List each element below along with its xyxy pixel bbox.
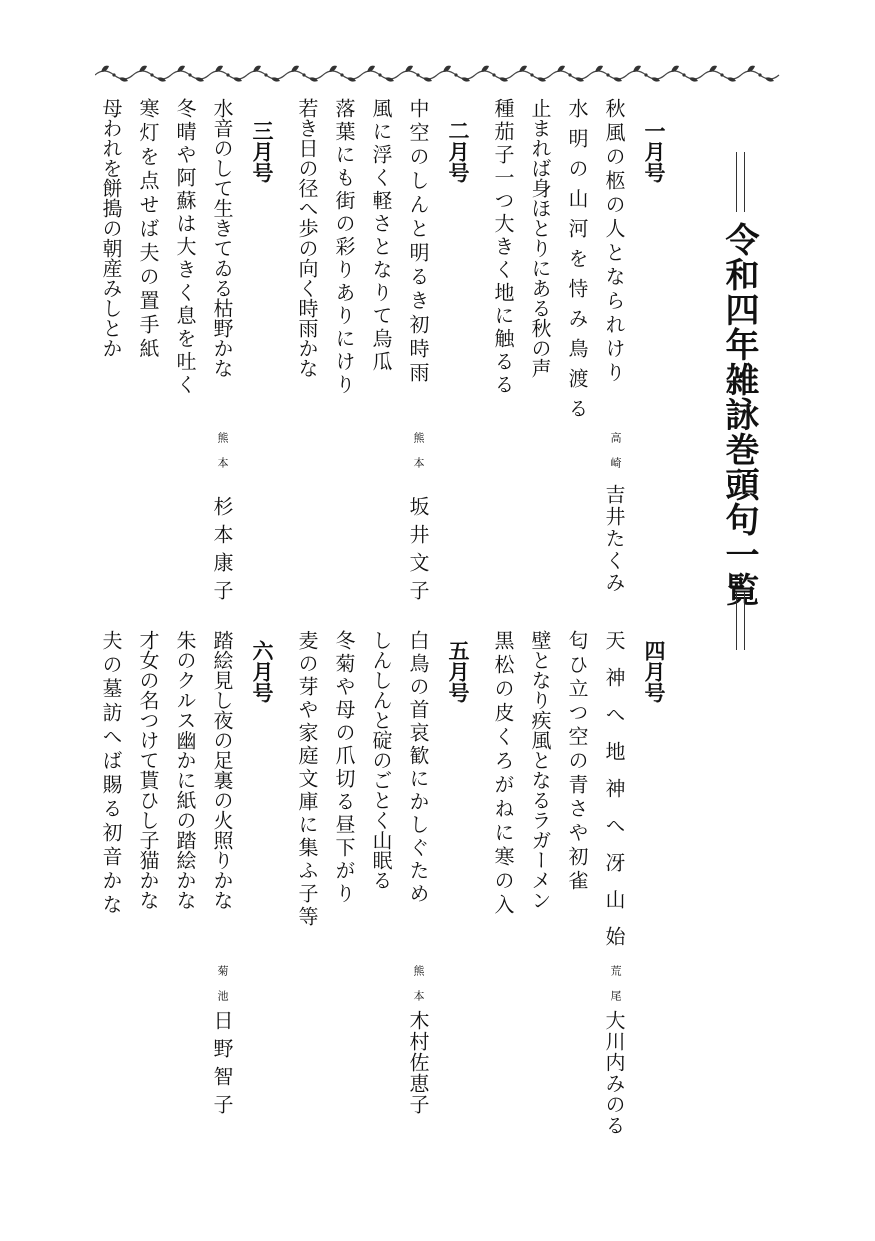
haiku-line: 風に浮く軽さとなりて烏瓜	[369, 98, 393, 374]
haiku-line: 若き日の径へ歩の向く時雨かな	[295, 98, 319, 378]
haiku-line: 踏絵見し夜の足裏の火照りかな	[210, 630, 234, 910]
haiku-line: 黒松の皮くろがねに寒の入	[491, 630, 515, 918]
haiku-line: 冬晴や阿蘇は大きく息を吐く	[173, 98, 197, 397]
author-name: 杉本康子	[210, 496, 234, 608]
author-name: 吉井たくみ	[602, 484, 626, 594]
haiku-line: 麦の芽や家庭文庫に集ふ子等	[295, 630, 319, 929]
vine-ornament-border	[95, 62, 780, 84]
author-place: 高崎	[609, 432, 622, 482]
haiku-line: 落葉にも街の彩りありにけり	[332, 98, 356, 397]
title-rule-top	[736, 152, 745, 212]
author-name: 大川内みのる	[602, 1010, 626, 1136]
haiku-line: 才女の名つけて貰ひし子猫かな	[136, 630, 160, 910]
haiku-line: 壁となり疾風となるラガーメン	[528, 630, 552, 910]
author-place: 熊本	[412, 965, 425, 1015]
author-place: 熊本	[412, 432, 425, 482]
haiku-line: 白鳥の首哀歓にかしぐため	[406, 630, 430, 906]
month-heading: 二月号	[446, 120, 470, 183]
haiku-line: 止まれば身ほとりにある秋の声	[528, 98, 552, 378]
month-heading: 三月号	[250, 120, 274, 183]
title-rule-bottom	[736, 592, 745, 650]
month-heading: 四月号	[642, 640, 666, 703]
haiku-line: 寒灯を点せば夫の置手紙	[136, 98, 160, 362]
haiku-line: 水音のして生きてゐる枯野かな	[210, 98, 234, 378]
month-heading: 六月号	[250, 640, 274, 703]
haiku-line: 中空のしんと明るき初時雨	[406, 98, 430, 386]
author-place: 熊本	[216, 432, 229, 482]
haiku-line: 天神へ地神へ冴山始	[602, 630, 626, 963]
month-heading: 五月号	[446, 640, 470, 703]
author-name: 日野智子	[210, 1010, 234, 1122]
haiku-line: しんしんと碇のごとく山眠る	[369, 630, 393, 890]
haiku-line: 冬菊や母の爪切る昼下がり	[332, 630, 356, 906]
haiku-line: 朱のクルス幽かに紙の踏絵かな	[173, 630, 197, 910]
page-title: 令和四年雑詠巻頭句一覧	[719, 222, 759, 607]
haiku-line: 種茄子一つ大きく地に触るる	[491, 98, 515, 397]
haiku-line: 夫の墓訪へば賜る初音かな	[99, 630, 123, 918]
author-name: 坂井文子	[406, 496, 430, 608]
month-heading: 一月号	[642, 120, 666, 183]
haiku-line: 母われを餅搗の朝産みしとか	[99, 98, 123, 358]
author-name: 木村佐恵子	[406, 1010, 430, 1115]
haiku-line: 秋風の柩の人となられけり	[602, 98, 626, 386]
author-place: 菊池	[216, 965, 229, 1015]
haiku-line: 水明の山河を恃み鳥渡る	[565, 98, 589, 428]
author-place: 荒尾	[609, 965, 622, 1015]
haiku-line: 匂ひ立つ空の青さや初雀	[565, 630, 589, 894]
